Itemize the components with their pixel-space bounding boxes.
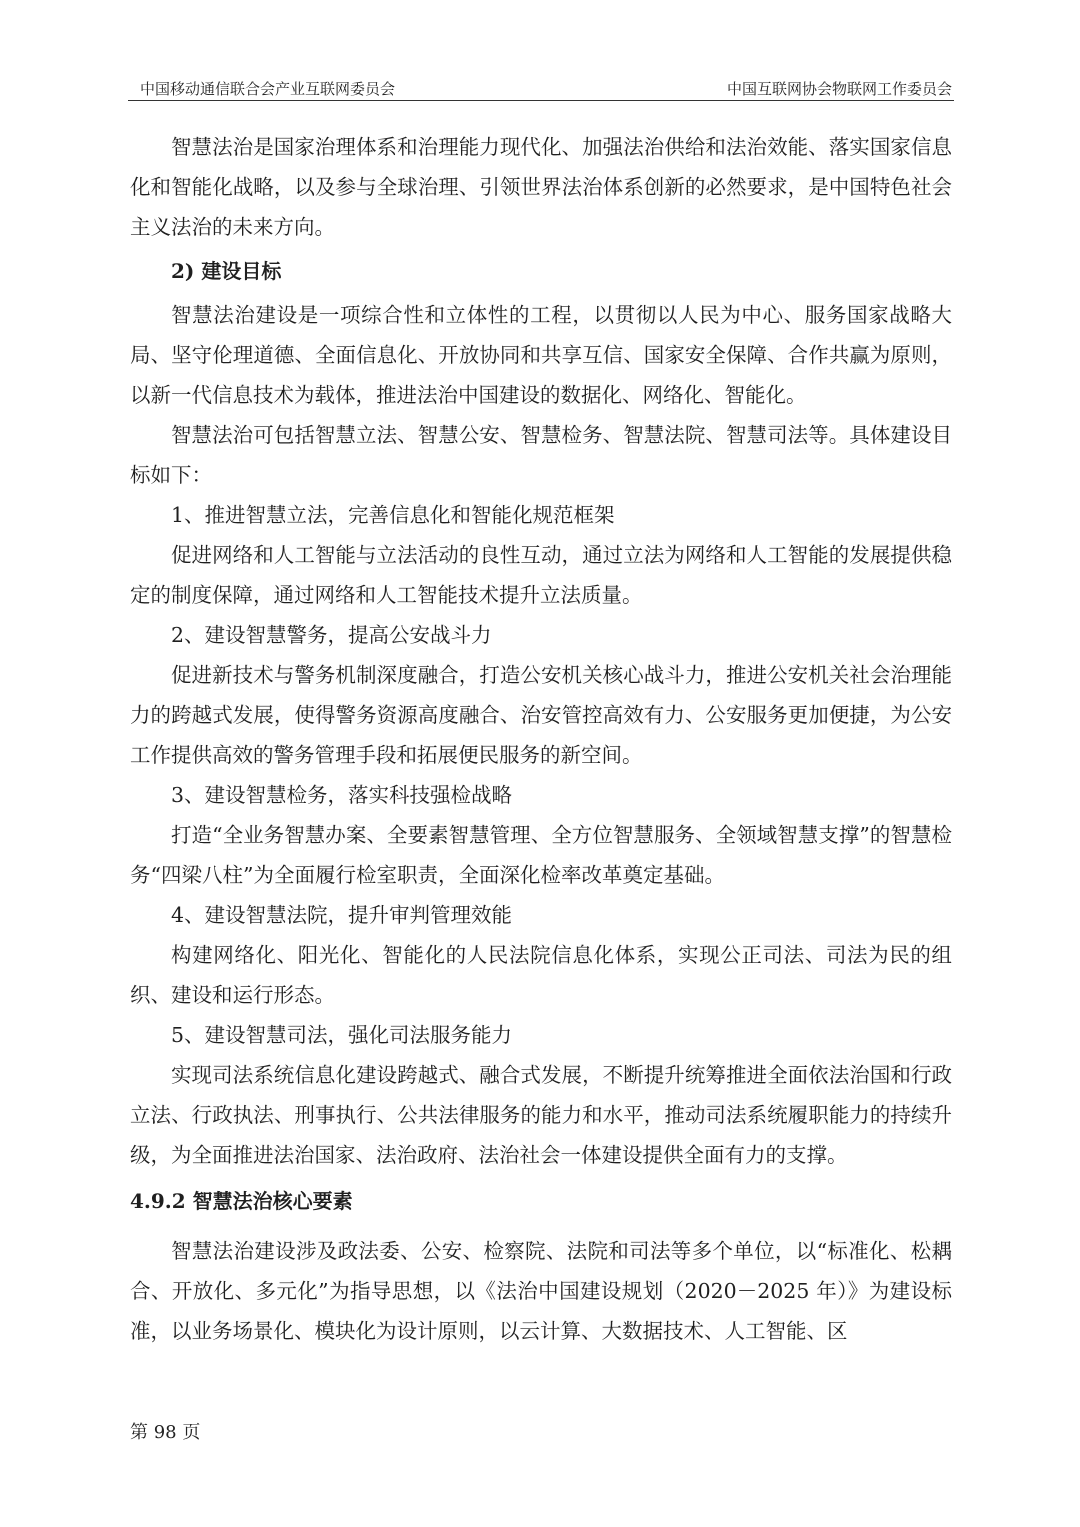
- page-number: 第 98 页: [130, 1422, 201, 1443]
- intro-paragraph: 智慧法治是国家治理体系和治理能力现代化、加强法治供给和法治效能、落实国家信息化和智能化战略，以及参与全球治理、引领世界法治体系创新的必然要求，是中国特色社会主义法治的未来方向。: [130, 135, 952, 239]
- goals-paragraph-1: 智慧法治建设是一项综合性和立体性的工程，以贯彻以人民为中心、服务国家战略大局、坚守伦理道德、全面信息化、开放协同和共享互信、国家安全保障、合作共赢为原则，以新一代信息技术为载体，推进法治中国建设的数据化、网络化、智能化。: [130, 303, 952, 407]
- page-header: [128, 76, 954, 101]
- header-right-org: 中国互联网协会物联网工作委员会: [726, 80, 952, 98]
- header-left-org: 中国移动通信联合会产业互联网委员会: [140, 80, 396, 98]
- section-heading-4-9-2: 4.9.2 智慧法治核心要素: [130, 1189, 353, 1213]
- page-body: [130, 127, 952, 1351]
- goals-paragraph-2: 智慧法治可包括智慧立法、智慧公安、智慧检务、智慧法院、智慧司法等。具体建设目标如下：: [130, 423, 952, 487]
- goal-item-4-body: 构建网络化、阳光化、智能化的人民法院信息化体系，实现公正司法、司法为民的组织、建设和运行形态。: [130, 943, 952, 1007]
- goal-item-5-body: 实现司法系统信息化建设跨越式、融合式发展，不断提升统筹推进全面依法治国和行政立法、行政执法、刑事执行、公共法律服务的能力和水平，推动司法系统履职能力的持续升级，为全面推进法治国家、法治政府、法治社会一体建设提供全面有力的支撑。: [130, 1063, 952, 1167]
- section-heading-goals: 2) 建设目标: [171, 259, 282, 283]
- goal-item-1-body: 促进网络和人工智能与立法活动的良性互动，通过立法为网络和人工智能的发展提供稳定的制度保障，通过网络和人工智能技术提升立法质量。: [130, 543, 952, 607]
- core-elements-paragraph: 智慧法治建设涉及政法委、公安、检察院、法院和司法等多个单位，以“标准化、松耦合、开放化、多元化”为指导思想，以《法治中国建设规划（2020－2025 年）》为建设标准，以业务场景化、模块化为设计原则，以云计算、大数据技术、人工智能、区: [130, 1239, 952, 1343]
- goal-item-2-title: 2、建设智慧警务，提高公安战斗力: [171, 623, 492, 647]
- goal-item-2-body: 促进新技术与警务机制深度融合，打造公安机关核心战斗力，推进公安机关社会治理能力的跨越式发展，使得警务资源高度融合、治安管控高效有力、公安服务更加便捷，为公安工作提供高效的警务管理手段和拓展便民服务的新空间。: [130, 663, 952, 767]
- goal-item-4-title: 4、建设智慧法院，提升审判管理效能: [171, 903, 513, 927]
- goal-item-3-body: 打造“全业务智慧办案、全要素智慧管理、全方位智慧服务、全领域智慧支撑”的智慧检务“四梁八柱”为全面履行检室职责，全面深化检率改革奠定基础。: [130, 823, 952, 887]
- goal-item-5-title: 5、建设智慧司法，强化司法服务能力: [171, 1023, 513, 1047]
- goal-item-1-title: 1、推进智慧立法，完善信息化和智能化规范框架: [171, 503, 615, 527]
- goal-item-3-title: 3、建设智慧检务，落实科技强检战略: [171, 783, 513, 807]
